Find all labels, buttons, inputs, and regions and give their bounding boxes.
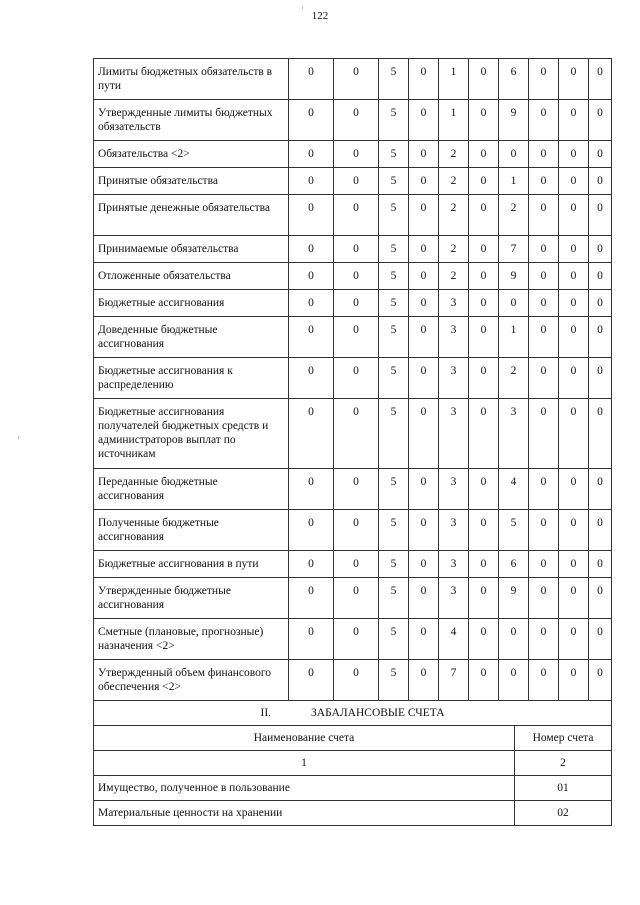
account-code-digit: 0 [469,399,499,469]
account-code-digit: 0 [469,660,499,701]
account-code-digit: 5 [379,578,409,619]
table-row [94,619,612,660]
account-code-digit: 3 [439,290,469,317]
account-code-digit: 0 [334,399,379,469]
account-code-digit: 0 [559,358,589,399]
margin-mark [18,436,19,439]
table-row [94,195,612,236]
account-code-digit: 0 [559,510,589,551]
account-code-digit: 4 [439,619,469,660]
margin-mark [302,6,303,9]
account-code-digit: 0 [529,100,559,141]
account-code-digit: 0 [529,59,559,100]
account-code-digit: 0 [469,619,499,660]
account-name: Бюджетные ассигнования к распределению [94,358,289,399]
account-code-digit: 5 [379,59,409,100]
account-code-digit: 0 [409,469,439,510]
account-name: Сметные (плановые, прогнозные) назначения <2> [94,619,289,660]
account-code-digit: 0 [334,100,379,141]
account-code-digit: 0 [589,168,612,195]
account-code-digit: 0 [469,236,499,263]
table-row [94,660,612,701]
account-code-digit: 5 [379,100,409,141]
account-code-digit: 5 [379,168,409,195]
table-row [94,776,612,801]
account-code-digit: 3 [439,578,469,619]
account-code-digit: 0 [409,59,439,100]
account-code-digit: 0 [469,290,499,317]
account-code-digit: 0 [559,168,589,195]
account-code-digit: 0 [499,141,529,168]
account-number: 02 [515,801,612,826]
account-code-digit: 5 [379,399,409,469]
account-code-digit: 0 [334,551,379,578]
table-row [94,358,612,399]
account-code-digit: 0 [289,100,334,141]
account-code-digit: 9 [499,263,529,290]
account-number: 01 [515,776,612,801]
account-code-digit: 0 [289,236,334,263]
account-code-digit: 3 [439,469,469,510]
account-code-digit: 0 [589,236,612,263]
account-code-digit: 0 [589,141,612,168]
column-header-name: Наименование счета [94,726,515,751]
account-name: Отложенные обязательства [94,263,289,290]
account-name: Бюджетные ассигнования в пути [94,551,289,578]
account-code-digit: 0 [334,578,379,619]
account-code-digit: 7 [499,236,529,263]
account-code-digit: 5 [379,551,409,578]
table-row [94,317,612,358]
account-code-digit: 0 [409,510,439,551]
account-code-digit: 0 [529,236,559,263]
account-code-digit: 0 [559,263,589,290]
table-row [94,801,612,826]
account-code-digit: 0 [529,168,559,195]
account-code-digit: 0 [499,290,529,317]
account-code-digit: 0 [289,551,334,578]
account-name: Переданные бюджетные ассигнования [94,469,289,510]
account-code-digit: 0 [409,660,439,701]
account-code-digit: 0 [559,141,589,168]
account-name: Утвержденные бюджетные ассигнования [94,578,289,619]
account-code-digit: 0 [409,236,439,263]
account-name: Имущество, полученное в пользование [94,776,515,801]
account-code-digit: 0 [289,619,334,660]
account-code-digit: 0 [559,551,589,578]
account-name: Принимаемые обязательства [94,236,289,263]
account-code-digit: 3 [439,358,469,399]
account-code-digit: 3 [439,399,469,469]
account-code-digit: 0 [589,358,612,399]
account-code-digit: 3 [499,399,529,469]
account-code-digit: 0 [559,59,589,100]
account-code-digit: 0 [529,141,559,168]
account-code-digit: 0 [529,263,559,290]
account-code-digit: 5 [379,263,409,290]
account-name: Бюджетные ассигнования [94,290,289,317]
account-code-digit: 0 [409,168,439,195]
account-name: Обязательства <2> [94,141,289,168]
table-row [94,469,612,510]
account-code-digit: 0 [289,660,334,701]
account-code-digit: 2 [439,141,469,168]
account-code-digit: 0 [529,358,559,399]
account-code-digit: 0 [469,317,499,358]
account-code-digit: 0 [409,141,439,168]
account-code-digit: 0 [589,469,612,510]
column-index-row [94,751,612,776]
offbalance-table [93,700,612,826]
table-row [94,578,612,619]
account-code-digit: 0 [559,619,589,660]
account-code-digit: 0 [529,510,559,551]
account-code-digit: 0 [334,236,379,263]
table-row [94,168,612,195]
account-code-digit: 0 [289,469,334,510]
table-row [94,399,612,469]
account-code-digit: 0 [559,660,589,701]
account-code-digit: 0 [589,551,612,578]
table-row [94,263,612,290]
account-code-digit: 0 [409,290,439,317]
account-code-digit: 3 [439,317,469,358]
account-code-digit: 2 [439,168,469,195]
account-code-digit: 0 [409,358,439,399]
account-code-digit: 0 [469,59,499,100]
account-code-digit: 0 [589,263,612,290]
account-code-digit: 6 [499,551,529,578]
account-code-digit: 3 [439,551,469,578]
account-code-digit: 0 [529,290,559,317]
account-code-digit: 0 [289,578,334,619]
account-code-digit: 0 [469,578,499,619]
account-code-digit: 0 [559,195,589,236]
page-number: 122 [311,10,329,22]
account-code-digit: 0 [334,290,379,317]
account-code-digit: 5 [379,510,409,551]
account-name: Доведенные бюджетные ассигнования [94,317,289,358]
account-code-digit: 0 [409,317,439,358]
account-code-digit: 2 [499,358,529,399]
account-code-digit: 0 [589,290,612,317]
account-code-digit: 0 [529,195,559,236]
account-code-digit: 0 [289,59,334,100]
account-code-digit: 0 [289,317,334,358]
account-code-digit: 5 [379,290,409,317]
account-name: Принятые денежные обязательства [94,195,289,236]
account-code-digit: 0 [589,399,612,469]
account-code-digit: 0 [469,551,499,578]
account-name: Материальные ценности на хранении [94,801,515,826]
account-code-digit: 1 [439,100,469,141]
account-code-digit: 0 [409,551,439,578]
account-code-digit: 0 [289,168,334,195]
account-code-digit: 0 [589,619,612,660]
account-code-digit: 5 [379,358,409,399]
account-code-digit: 5 [379,619,409,660]
account-code-digit: 0 [589,100,612,141]
account-code-digit: 0 [529,469,559,510]
account-code-digit: 0 [289,141,334,168]
account-code-digit: 0 [589,660,612,701]
account-code-digit: 0 [289,263,334,290]
account-code-digit: 0 [289,399,334,469]
account-code-digit: 0 [469,358,499,399]
account-code-digit: 0 [559,399,589,469]
account-code-digit: 0 [334,195,379,236]
account-code-digit: 0 [559,578,589,619]
account-code-digit: 0 [559,317,589,358]
account-code-digit: 1 [499,317,529,358]
account-code-digit: 2 [439,236,469,263]
section-title: ЗАБАЛАНСОВЫЕ СЧЕТА [311,707,445,719]
column-header-number: Номер счета [515,726,612,751]
account-code-digit: 0 [529,660,559,701]
account-code-digit: 0 [469,263,499,290]
table-row [94,59,612,100]
account-code-digit: 9 [499,100,529,141]
table-row [94,290,612,317]
account-code-digit: 0 [499,660,529,701]
account-code-digit: 0 [499,619,529,660]
column-index-number: 2 [515,751,612,776]
account-code-digit: 5 [379,317,409,358]
account-code-digit: 0 [559,100,589,141]
account-code-digit: 0 [469,100,499,141]
account-code-digit: 0 [409,399,439,469]
account-code-digit: 0 [289,358,334,399]
account-code-digit: 0 [469,195,499,236]
account-code-digit: 5 [379,660,409,701]
account-code-digit: 0 [589,59,612,100]
account-code-digit: 0 [409,578,439,619]
account-code-digit: 5 [379,195,409,236]
account-code-digit: 0 [334,510,379,551]
account-code-digit: 0 [334,660,379,701]
column-index-name: 1 [94,751,515,776]
account-code-digit: 0 [334,168,379,195]
table-row [94,141,612,168]
budget-accounts-table [93,58,612,701]
account-code-digit: 7 [439,660,469,701]
table-row [94,510,612,551]
account-code-digit: 1 [439,59,469,100]
account-name: Утвержденный объем финансового обеспечения <2> [94,660,289,701]
account-code-digit: 0 [334,317,379,358]
account-code-digit: 0 [469,510,499,551]
account-code-digit: 0 [529,399,559,469]
account-code-digit: 0 [409,100,439,141]
table-row [94,100,612,141]
account-code-digit: 0 [589,510,612,551]
section-header [94,701,612,726]
account-code-digit: 0 [529,551,559,578]
account-name: Бюджетные ассигнования получателей бюджетных средств и администраторов выплат по источникам [94,399,289,469]
account-code-digit: 0 [334,59,379,100]
account-code-digit: 0 [334,619,379,660]
account-code-digit: 0 [469,469,499,510]
account-name: Лимиты бюджетных обязательств в пути [94,59,289,100]
section-number: II. [260,707,272,719]
account-code-digit: 9 [499,578,529,619]
account-code-digit: 0 [334,469,379,510]
account-code-digit: 2 [439,263,469,290]
account-code-digit: 0 [589,578,612,619]
account-code-digit: 6 [499,59,529,100]
account-code-digit: 0 [529,317,559,358]
account-code-digit: 0 [289,290,334,317]
account-code-digit: 0 [559,236,589,263]
account-code-digit: 0 [334,141,379,168]
account-code-digit: 5 [379,141,409,168]
account-code-digit: 2 [499,195,529,236]
account-code-digit: 0 [559,469,589,510]
account-code-digit: 0 [289,510,334,551]
account-name: Утвержденные лимиты бюджетных обязательств [94,100,289,141]
account-code-digit: 0 [334,263,379,290]
account-code-digit: 0 [529,619,559,660]
column-header-row [94,726,612,751]
account-code-digit: 0 [409,619,439,660]
account-code-digit: 0 [469,168,499,195]
account-code-digit: 5 [379,469,409,510]
account-code-digit: 2 [439,195,469,236]
account-code-digit: 0 [529,578,559,619]
account-code-digit: 0 [589,317,612,358]
account-code-digit: 0 [409,195,439,236]
account-code-digit: 0 [334,358,379,399]
account-code-digit: 0 [559,290,589,317]
account-code-digit: 5 [499,510,529,551]
account-code-digit: 1 [499,168,529,195]
account-code-digit: 0 [409,263,439,290]
account-code-digit: 0 [469,141,499,168]
account-code-digit: 3 [439,510,469,551]
table-row [94,236,612,263]
account-name: Принятые обязательства [94,168,289,195]
account-code-digit: 5 [379,236,409,263]
table-row [94,551,612,578]
budget-table-body [94,59,612,701]
account-code-digit: 0 [589,195,612,236]
section-header-row [94,701,612,726]
account-code-digit: 4 [499,469,529,510]
account-name: Полученные бюджетные ассигнования [94,510,289,551]
account-code-digit: 0 [289,195,334,236]
